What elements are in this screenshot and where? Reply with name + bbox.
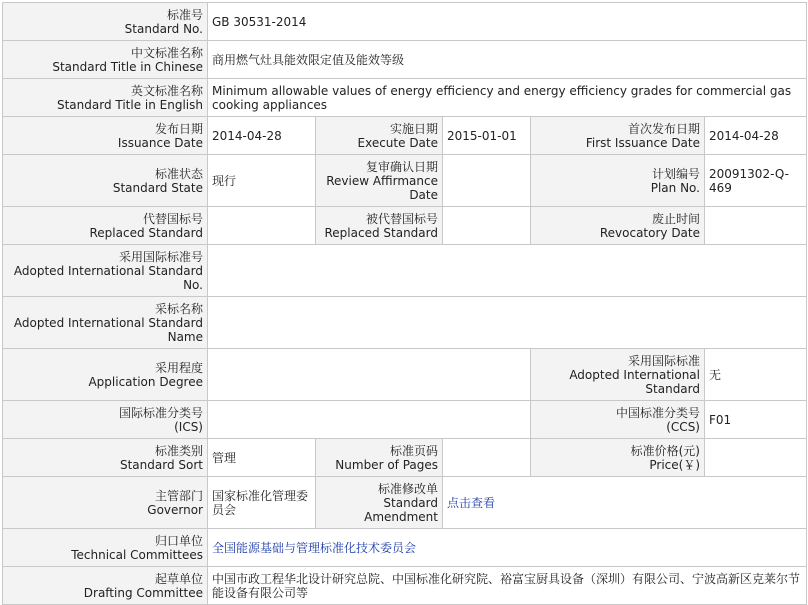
drafting-committee-value: 中国市政工程华北设计研究总院、中国标准化研究院、裕富宝厨具设备（深圳）有限公司、宁波高新区克莱尔节能设备有限公司等 (208, 567, 807, 605)
review-affirmance-date-value (443, 155, 531, 207)
price-value (705, 439, 807, 477)
view-amendment-link[interactable]: 点击查看 (447, 495, 496, 510)
row-drafting (3, 567, 807, 605)
first-issuance-date-label: 首次发布日期 First Issuance Date (531, 117, 705, 155)
row-adopted-no (3, 245, 807, 297)
adopted-standard-name-label: 采标名称 Adopted International Standard Name (3, 297, 208, 349)
title-cn-value: 商用燃气灶具能效限定值及能效等级 (208, 41, 807, 79)
row-replaced (3, 207, 807, 245)
price-label: 标准价格(元) Price(￥) (531, 439, 705, 477)
plan-no-value: 20091302-Q-469 (705, 155, 807, 207)
standard-state-label: 标准状态 Standard State (3, 155, 208, 207)
adopted-international-standard-label: 采用国际标准 Adopted International Standard (531, 349, 705, 401)
number-of-pages-label: 标准页码 Number of Pages (316, 439, 443, 477)
replaced-by-standard-value (443, 207, 531, 245)
title-en-label: 英文标准名称 Standard Title in English (3, 79, 208, 117)
technical-committees-cell (208, 529, 807, 567)
row-title-en (3, 79, 807, 117)
revocatory-date-value (705, 207, 807, 245)
revocatory-date-label: 废止时间 Revocatory Date (531, 207, 705, 245)
issuance-date-value: 2014-04-28 (208, 117, 316, 155)
row-standard-no (3, 3, 807, 41)
replaced-by-standard-label: 被代替国标号 Replaced Standard (316, 207, 443, 245)
standard-no-label: 标准号 Standard No. (3, 3, 208, 41)
drafting-committee-label: 起草单位 Drafting Committee (3, 567, 208, 605)
row-dates (3, 117, 807, 155)
execute-date-label: 实施日期 Execute Date (316, 117, 443, 155)
ccs-label: 中国标准分类号 (CCS) (531, 401, 705, 439)
row-governor (3, 477, 807, 529)
adopted-international-standard-value: 无 (705, 349, 807, 401)
row-state (3, 155, 807, 207)
standard-state-value: 现行 (208, 155, 316, 207)
technical-committees-label: 归口单位 Technical Committees (3, 529, 208, 567)
row-committee (3, 529, 807, 567)
standard-amendment-label: 标准修改单 Standard Amendment (316, 477, 443, 529)
title-en-value: Minimum allowable values of energy efficiency and energy efficiency grades for commercial gas cooking appliances (208, 79, 807, 117)
governor-label: 主管部门 Governor (3, 477, 208, 529)
adopted-standard-no-value (208, 245, 807, 297)
application-degree-value (208, 349, 531, 401)
row-application-degree (3, 349, 807, 401)
technical-committees-link[interactable]: 全国能源基础与管理标准化技术委员会 (212, 540, 417, 555)
standard-sort-value: 管理 (208, 439, 316, 477)
number-of-pages-value (443, 439, 531, 477)
adopted-standard-name-value (208, 297, 807, 349)
row-sort (3, 439, 807, 477)
standard-sort-label: 标准类别 Standard Sort (3, 439, 208, 477)
row-adopted-name (3, 297, 807, 349)
execute-date-value: 2015-01-01 (443, 117, 531, 155)
replaced-standard-label: 代替国标号 Replaced Standard (3, 207, 208, 245)
row-title-cn (3, 41, 807, 79)
replaced-standard-value (208, 207, 316, 245)
adopted-standard-no-label: 采用国际标准号 Adopted International Standard No. (3, 245, 208, 297)
plan-no-label: 计划编号 Plan No. (531, 155, 705, 207)
standard-amendment-cell (443, 477, 807, 529)
application-degree-label: 采用程度 Application Degree (3, 349, 208, 401)
review-affirmance-date-label: 复审确认日期 Review Affirmance Date (316, 155, 443, 207)
ccs-value: F01 (705, 401, 807, 439)
standard-info-table (2, 2, 807, 605)
first-issuance-date-value: 2014-04-28 (705, 117, 807, 155)
governor-value: 国家标准化管理委员会 (208, 477, 316, 529)
title-cn-label: 中文标准名称 Standard Title in Chinese (3, 41, 208, 79)
issuance-date-label: 发布日期 Issuance Date (3, 117, 208, 155)
ics-label: 国际标准分类号 (ICS) (3, 401, 208, 439)
ics-value (208, 401, 531, 439)
standard-no-value: GB 30531-2014 (208, 3, 807, 41)
row-classification (3, 401, 807, 439)
